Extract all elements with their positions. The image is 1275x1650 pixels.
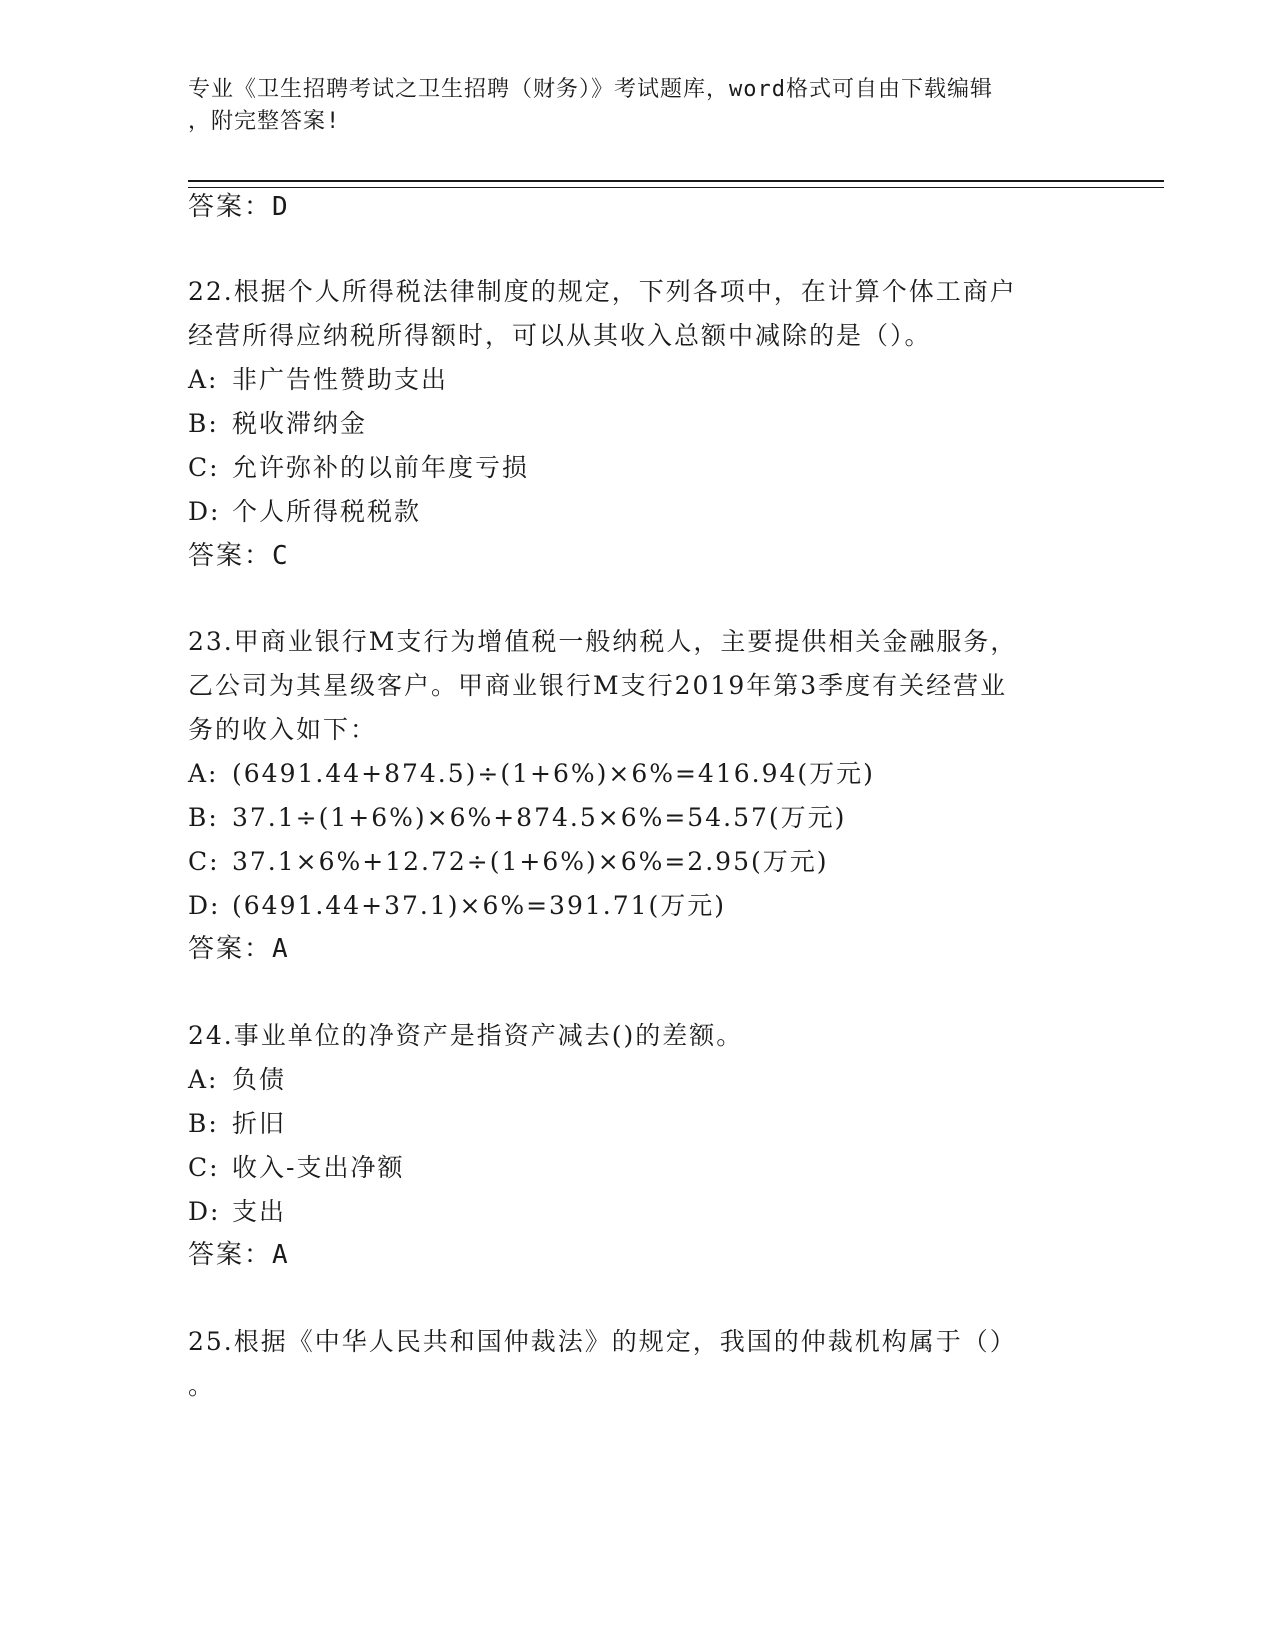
option-key: D: <box>188 497 221 526</box>
question-22-option-d <box>188 492 421 528</box>
option-text: 37.1÷(1+6%)×6%+874.5×6%=54.57(万元) <box>232 803 847 832</box>
question-23-option-d <box>188 886 726 922</box>
question-22-stem-line-2: 经营所得应纳税所得额时，可以从其收入总额中减除的是（）。 <box>188 321 932 350</box>
option-key: D: <box>188 891 221 920</box>
question-23-stem-line-2: 乙公司为其星级客户。甲商业银行M支行2019年第3季度有关经营业 <box>188 671 1008 700</box>
option-text: 收入-支出净额 <box>232 1153 405 1182</box>
question-24-option-c <box>188 1148 404 1184</box>
option-text: (6491.44+874.5)÷(1+6%)×6%=416.94(万元) <box>232 759 875 788</box>
option-text: (6491.44+37.1)×6%=391.71(万元) <box>232 891 727 920</box>
option-text: 允许弥补的以前年度亏损 <box>232 453 530 482</box>
option-key: A: <box>188 1065 219 1094</box>
page-header <box>188 74 1088 138</box>
option-text: 非广告性赞助支出 <box>232 365 449 394</box>
option-text: 折旧 <box>232 1109 287 1138</box>
question-22-option-a <box>188 360 448 396</box>
question-22-option-c <box>188 448 529 484</box>
question-24-option-a <box>188 1060 286 1096</box>
question-23-option-b <box>188 798 846 834</box>
option-text: 支出 <box>232 1197 287 1226</box>
previous-answer: 答案：D <box>188 192 290 222</box>
option-key: B: <box>188 803 219 832</box>
option-key: D: <box>188 1197 221 1226</box>
question-25-stem-line-2: 。 <box>188 1371 216 1400</box>
question-24-answer: 答案：A <box>188 1240 290 1270</box>
option-text: 37.1×6%+12.72÷(1+6%)×6%=2.95(万元) <box>232 847 829 876</box>
option-key: C: <box>188 847 220 876</box>
question-24-option-d <box>188 1192 286 1228</box>
option-key: B: <box>188 409 219 438</box>
header-divider <box>188 180 1164 188</box>
option-key: A: <box>188 365 219 394</box>
option-key: A: <box>188 759 219 788</box>
question-22-stem-line-1: 22.根据个人所得税法律制度的规定，下列各项中，在计算个体工商户 <box>188 277 1017 306</box>
option-key: C: <box>188 1153 220 1182</box>
question-23-option-c <box>188 842 828 878</box>
question-22-option-b <box>188 404 367 440</box>
question-23-answer: 答案：A <box>188 934 290 964</box>
option-text: 税收滞纳金 <box>232 409 368 438</box>
option-text: 负债 <box>232 1065 287 1094</box>
header-line-2: ，附完整答案! <box>188 109 341 134</box>
question-22-answer: 答案：C <box>188 541 290 571</box>
question-24-stem-line-1: 24.事业单位的净资产是指资产减去()的差额。 <box>188 1021 744 1050</box>
question-24-option-b <box>188 1104 286 1140</box>
option-key: B: <box>188 1109 219 1138</box>
question-25-stem-line-1: 25.根据《中华人民共和国仲裁法》的规定，我国的仲裁机构属于（） <box>188 1327 1017 1356</box>
question-23-stem-line-1: 23.甲商业银行M支行为增值税一般纳税人，主要提供相关金融服务， <box>188 627 1018 656</box>
header-line-1: 专业《卫生招聘考试之卫生招聘（财务）》考试题库，word格式可自由下载编辑 <box>188 77 993 102</box>
question-23-option-a <box>188 754 875 790</box>
question-23-stem-line-3: 务的收入如下： <box>188 715 378 744</box>
option-key: C: <box>188 453 220 482</box>
option-text: 个人所得税税款 <box>232 497 422 526</box>
